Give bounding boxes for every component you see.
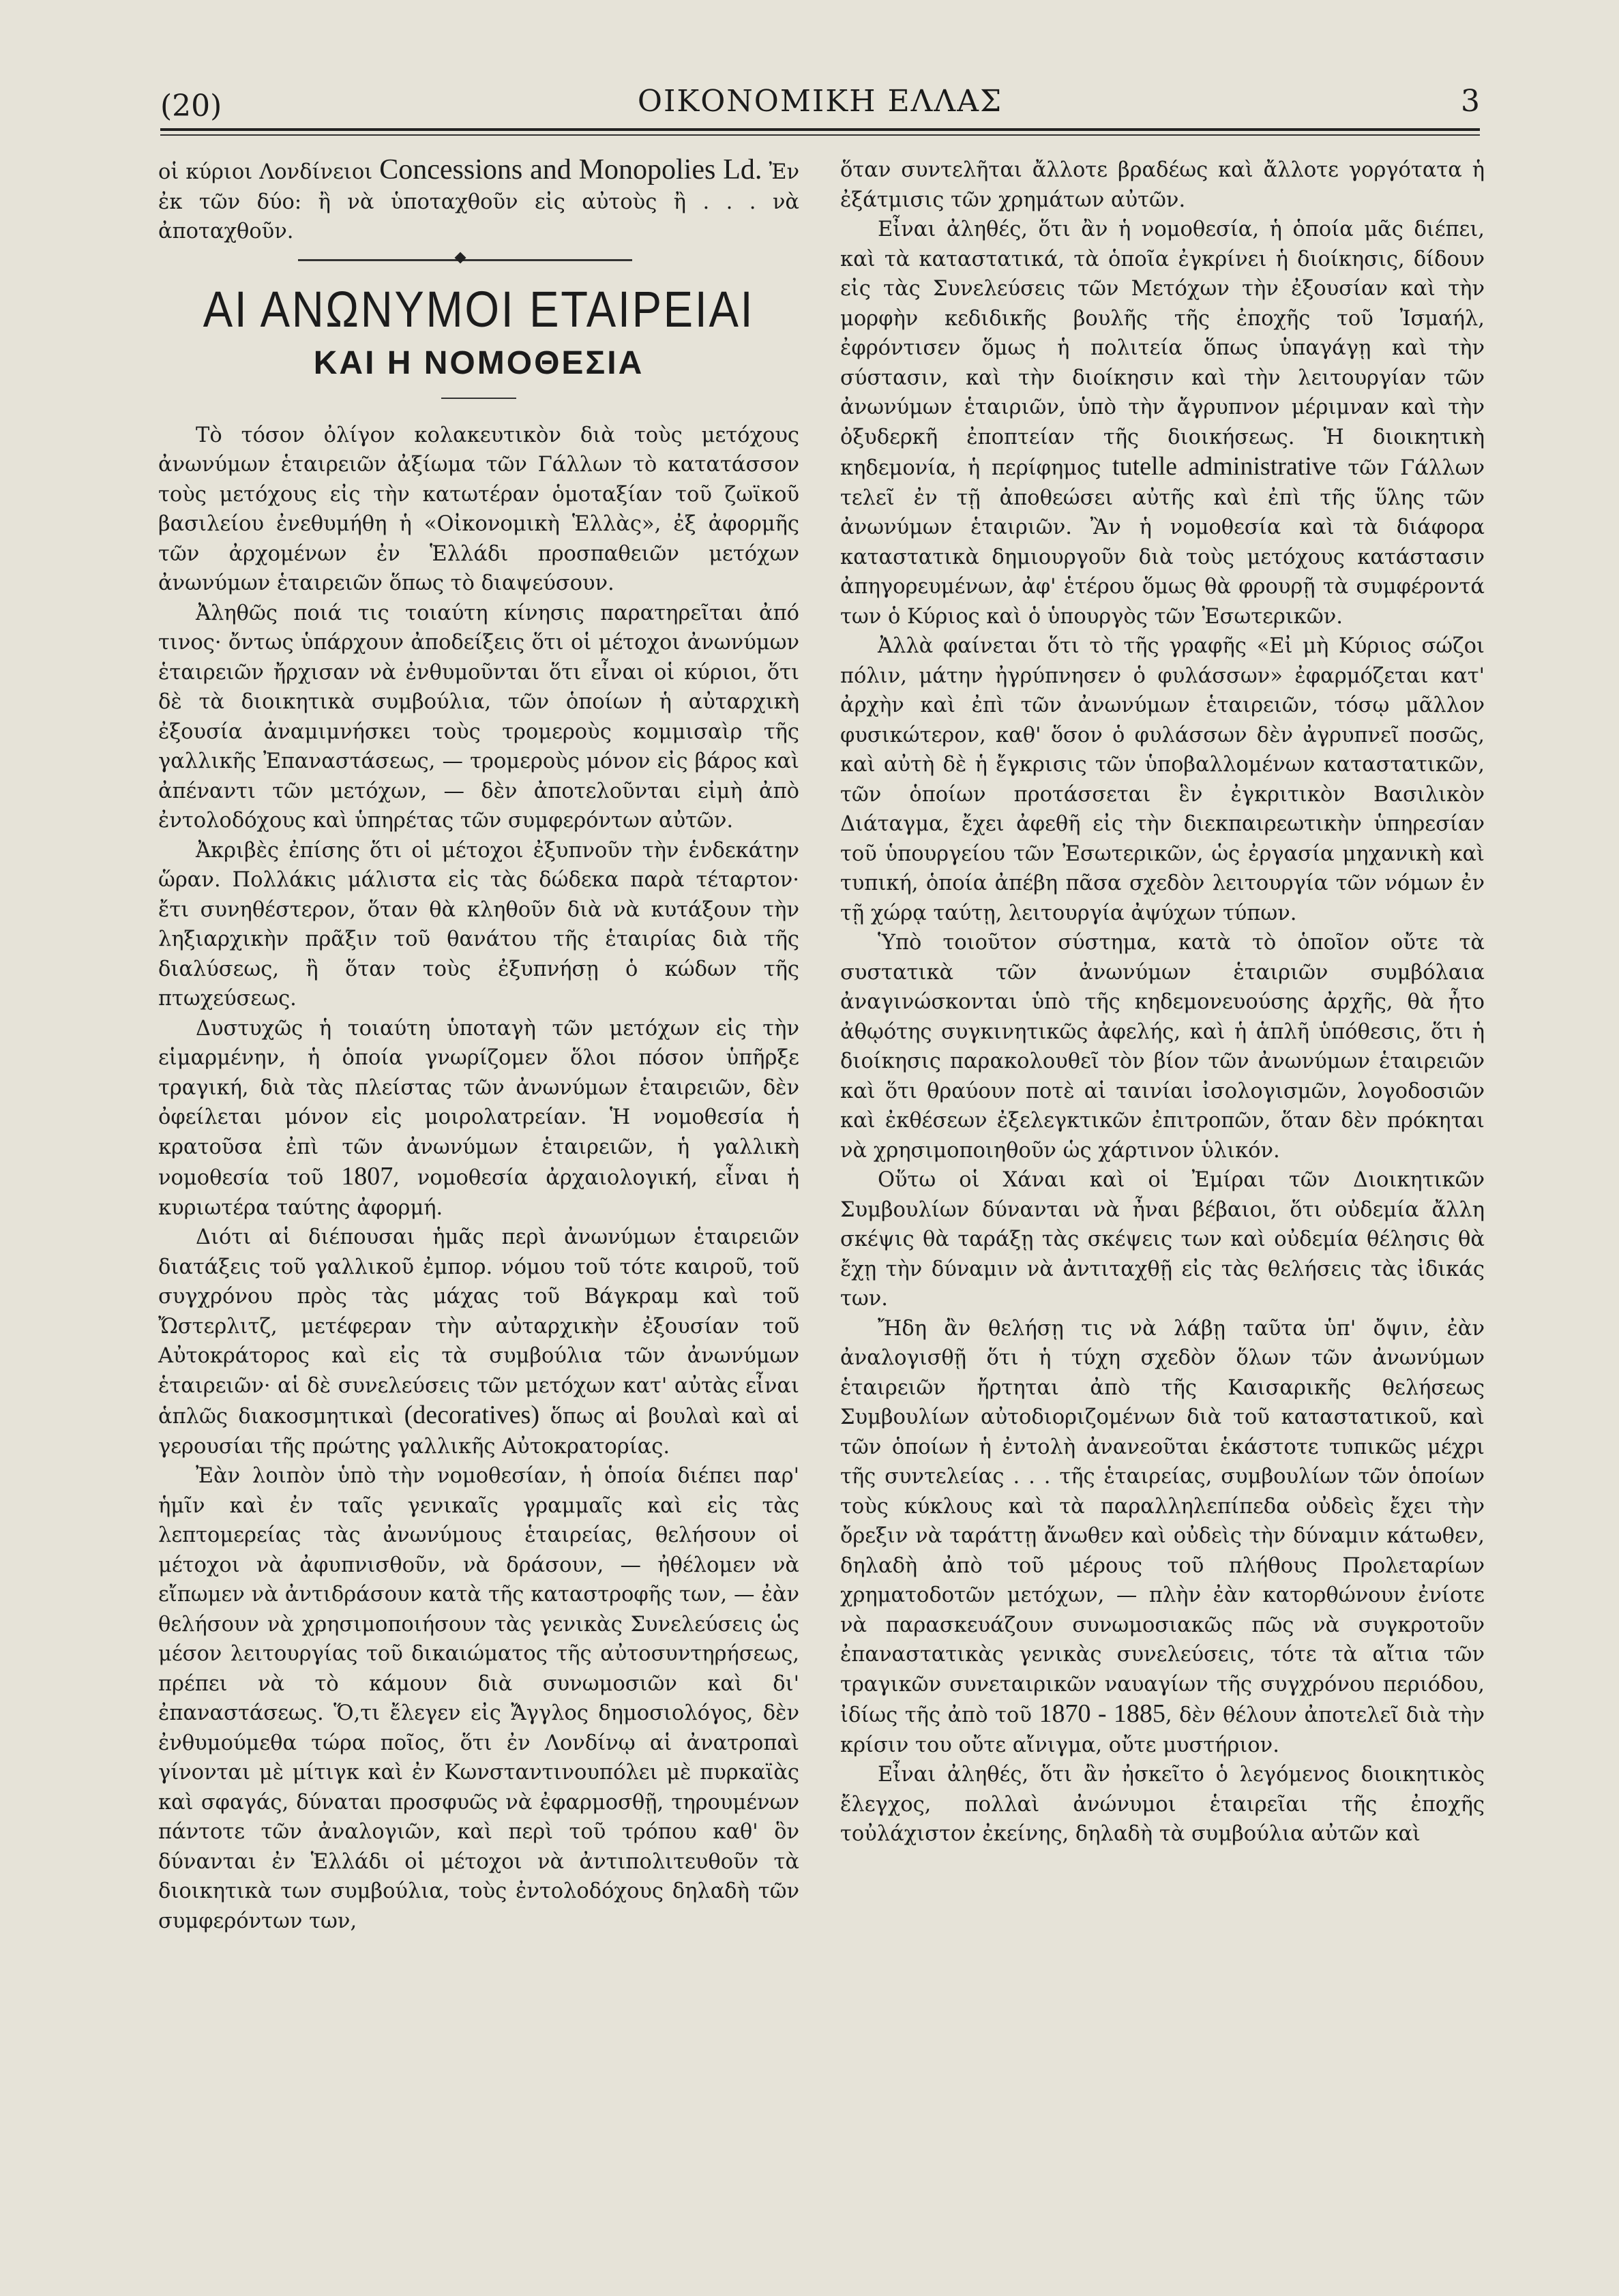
p4-text-a: Δυστυχῶς ἡ τοιαύτη ὑποταγὴ τῶν μετόχων εἰς τὴν εἱμαρμένην, ἡ ὁποία γνωρίζομεν ὅλοι πόσον ὑπῆρξε τραγική, διὰ τὰς πλείστας τῶν ἀνωνύμων ἑταιρειῶν, δὲν ὀφείλεται μόνον εἰς μοιρολατρείαν. Ἡ νομοθεσία ἡ κρατοῦσα ἐπὶ τῶν ἀνωνύμων ἑταιρειῶν, ἡ γαλλικὴ νομοθεσία τοῦ	[158, 1016, 799, 1190]
paragraph-r5: Οὕτω οἱ Χάναι καὶ οἱ Ἐμίραι τῶν Διοικητικῶν Συμβουλίων δύνανται νὰ ἦναι βέβαιοι, ὅτι οὐδεμία ἄλλη σκέψις θὰ ταράξῃ τὰς σκέψεις των καὶ οὐδεμία θέλησις θὰ ἔχῃ τὴν δύναμιν νὰ ἀντιταχθῇ εἰς τὰς θελήσεις τὰς ἰδικάς των.	[840, 1168, 1485, 1311]
header-rule-thin	[160, 134, 1480, 136]
section-divider	[298, 259, 632, 261]
paragraph-1: Τὸ τόσον ὀλίγον κολακευτικὸν διὰ τοὺς μετόχους ἀνωνύμων ἑταιρειῶν ἀξίωμα τῶν Γάλλων τὸ κατατάσσον τοὺς μετόχους εἰς τὴν κατωτέραν ὁμοταξίαν τοῦ ζωϊκοῦ βασιλείου ἐνεθυμήθη ἡ «Οἰκονομικὴ Ἑλλὰς», ἐξ ἀφορμῆς τῶν ἀρχομένων ἐν Ἑλλάδι προσπαθειῶν μετόχων ἀνωνύμων ἑταιρειῶν ὅπως τὸ διαψεύσουν.	[158, 423, 799, 595]
r6-text-b: , δὲν θέλουν ἀποτελεῖ διὰ τὴν κρίσιν του οὔτε αἴνιγμα, οὔτε μυστήριον.	[840, 1703, 1485, 1757]
intro-text-c: Ἐν ἐκ τῶν δύο: ἢ νὰ ὑποταχθοῦν εἰς αὐτοὺς ἢ . . . νὰ ἀποταχθοῦν.	[158, 160, 799, 243]
paragraph-5	[158, 1223, 799, 1461]
paragraph-3: Ἀκριβὲς ἐπίσης ὅτι οἱ μέτοχοι ἐξυπνοῦν τὴν ἑνδεκάτην ὥραν. Πολλάκις μάλιστα εἰς τὰς δώδεκα παρὰ τέταρτον· ἔτι συνηθέστερον, ὅταν θὰ κληθοῦν διὰ νὰ κυτάξουν τὴν ληξιαρχικὴν πρᾶξιν τοῦ θανάτου τῆς ἑταιρίας διὰ τῆς διαλύσεως, ἢ ὅταν τοὺς ἐξυπνήσῃ ὁ κώδων τῆς πτωχεύσεως.	[158, 838, 799, 1011]
paragraph-r3: Ἀλλὰ φαίνεται ὅτι τὸ τῆς γραφῆς «Εἰ μὴ Κύριος σώζοι πόλιν, μάτην ἠγρύπνησεν ὁ φυλάσσων» ἐφαρμόζεται κατ' ἀρχὴν καὶ ἐπὶ τῶν ἀνωνύμων ἑταιρειῶν, τόσῳ μᾶλλον φυσικώτερον, καθ' ὅσον ὁ φυλάσσων δὲν ἀγρυπνεῖ ποσῶς, καὶ αὐτὴ δὲ ἡ ἔγκρισις τῶν ὑποβαλλομένων καταστατικῶν, τῶν ὁποίων προτάσσεται ἓν ἐγκριτικὸν Βασιλικὸν Διάταγμα, ἔχει ἀφεθῆ εἰς τὴν διεκπαιρεωτικὴν ὑπηρεσίαν τοῦ ὑπουργείου τῶν Ἐσωτερικῶν, ὡς ἐργασία μηχανικὴ καὶ τυπική, ὁποία ἀπέβη πᾶσα σχεδὸν λειτουργία τῶν νόμων ἐν τῇ χώρᾳ ταύτῃ, λειτουργία ἀψύχων τύπων.	[840, 634, 1485, 925]
paragraph-r2	[840, 215, 1485, 631]
article-title: ΑΙ ΑΝΩΝΥΜΟΙ ΕΤΑΙΡΕΙΑΙ	[203, 280, 755, 338]
paragraph-2: Ἀληθῶς ποιά τις τοιαύτη κίνησις παρατηρεῖται ἀπό τινος· ὄντως ὑπάρχουν ἀποδείξεις ὅτι οἱ μέτοχοι ἀνωνύμων ἑταιρειῶν ἤρχισαν νὰ ἐνθυμοῦνται ὅτι εἶναι οἱ κύριοι, ὅτι δὲ τὰ διοικητικὰ συμβούλια, τῶν ὁποίων ἡ αὐταρχικὴ ἐξουσία ἀναμιμνήσκει τοὺς τρομεροὺς κομμισαὶρ τῆς γαλλικῆς Ἐπαναστάσεως, — τρομεροὺς μόνον εἰς βάρος καὶ ἀπέναντι τῶν μετόχων, — δὲν ἀποτελοῦνται εἰμὴ ἀπὸ ἐντολοδόχους καὶ ὑπηρέτας τῶν συμφερόντων αὐτῶν.	[158, 601, 799, 833]
intro-text-a: οἱ κύριοι Λονδίνειοι	[158, 160, 373, 184]
right-column	[840, 155, 1485, 1849]
paragraph-r7: Εἶναι ἀληθές, ὅτι ἂν ἠσκεῖτο ὁ λεγόμενος διοικητικὸς ἔλεγχος, πολλαὶ ἀνώνυμοι ἑταιρεῖαι τῆς ἐποχῆς τοὐλάχιστον ἐκείνης, δηλαδὴ τὰ συμβούλια αὐτῶν καὶ	[840, 1763, 1485, 1846]
r6-years: 1870 - 1885	[1039, 1699, 1165, 1728]
p5-text-a: Διότι αἱ διέπουσαι ἡμᾶς περὶ ἀνωνύμων ἑταιρειῶν διατάξεις τοῦ γαλλικοῦ ἐμπορ. νόμου τοῦ τότε καιροῦ, τοῦ συγχρόνου πρὸς τὰς μάχας τοῦ Βάγκραμ καὶ τοῦ Ὤστερλιτζ, μετέφεραν τὴν αὐταρχικὴν ἐξουσίαν τοῦ Αὐτοκράτορος καὶ εἰς τὰ συμβούλια τῶν ἀνωνύμων ἑταιρειῶν· αἱ δὲ συνελεύσεις τῶν μετόχων κατ' αὐτὰς εἶναι ἁπλῶς διακοσμητικαὶ	[158, 1225, 799, 1429]
page-header	[160, 80, 1480, 128]
p4-text-b: , νομοθεσία ἀρχαιολογική, εἶναι ἡ κυριωτέρα ταύτης ἀφορμή.	[158, 1166, 799, 1220]
left-column	[158, 155, 799, 1936]
paragraph-4	[158, 1014, 799, 1223]
article-subtitle: ΚΑΙ Η ΝΟΜΟΘΕΣΙΑ	[313, 344, 644, 381]
paragraph-r4: Ὑπὸ τοιοῦτον σύστημα, κατὰ τὸ ὁποῖον οὔτε τὰ συστατικὰ τῶν ἀνωνύμων ἑταιριῶν συμβόλαια ἀναγινώσκονται ὑπὸ τῆς κηδεμονευούσης ἀρχῆς, θὰ ἦτο ἀθῳότης συγκινητικῶς ἀφελής, καὶ ἡ ἁπλῆ ὑπόθεσις, ὅτι ἡ διοίκησις παρακολουθεῖ τὸν βίον τῶν ἀνωνύμων ἑταιρειῶν καὶ ὅτι θραύουν ποτὲ αἱ ταινίαι ἰσολογισμῶν, λογοδοσιῶν καὶ ἐκθέσεων ἐξελεγκτικῶν ἐπιτροπῶν, ὅταν δὲν πρόκηται νὰ χρησιμοποιηθοῦν ὡς χάρτινον ὑλικόν.	[840, 931, 1485, 1163]
paragraph-6: Ἐὰν λοιπὸν ὑπὸ τὴν νομοθεσίαν, ἡ ὁποία διέπει παρ' ἡμῖν καὶ ἐν ταῖς γενικαῖς γραμμαῖς καὶ εἰς τὰς λεπτομερείας τὰς ἀνωνύμους ἑταιρείας, θελήσουν οἱ μέτοχοι νὰ ἀφυπνισθοῦν, νὰ δράσουν, — ἠθέλομεν νὰ εἴπωμεν νὰ ἀντιδράσουν κατὰ τῆς καταστροφῆς των, — ἐὰν θελήσουν νὰ χρησιμοποιήσουν τὰς γενικὰς Συνελεύσεις ὡς μέσον λειτουργίας τοῦ δικαιώματος τῆς αὐτοσυντηρήσεως, πρέπει νὰ τὸ κάμουν διὰ συνωμοσιῶν καὶ δι' ἐπαναστάσεως. Ὅ,τι ἔλεγεν εἰς Ἄγγλος δημοσιολόγος, δὲν ἐνθυμούμεθα τώρα ποῖος, ὅτι ἐν Λονδίνῳ αἱ ἀνατροπαὶ γίνονται μὲ μίτιγκ καὶ ἐν Κωνσταντινουπόλει μὲ πυρκαϊὰς καὶ σφαγάς, δύναται προσφυῶς νὰ ἐφαρμοσθῇ, τηρουμένων πάντοτε τῶν ἀναλογιῶν, καὶ περὶ τοῦ τρόπου καθ' ὃν δύνανται ἐν Ἑλλάδι οἱ μέτοχοι νὰ ἀντιπολιτευθοῦν τὰ διοικητικὰ των συμβούλια, τοὺς ἐντολοδόχους δηλαδὴ τῶν συμφερόντων των,	[158, 1464, 799, 1933]
paragraph-r6	[840, 1314, 1485, 1761]
r2-latin: tutelle administrative	[1112, 452, 1337, 481]
paragraph-r1: ὅταν συντελῆται ἄλλοτε βραδέως καὶ ἄλλοτε γοργότατα ἡ ἐξάτμισις τῶν χρημάτων αὐτῶν.	[840, 158, 1485, 212]
p4-year: 1807	[341, 1162, 393, 1191]
publication-title: ΟΙΚΟΝΟΜΙΚΗ ΕΛΛΑΣ	[637, 84, 1003, 119]
r2-text-a: Εἶναι ἀληθές, ὅτι ἂν ἡ νομοθεσία, ἡ ὁποία μᾶς διέπει, καὶ τὰ καταστατικά, τὰ ὁποῖα ἐγκρίνει ἡ διοίκησις, δίδουν εἰς τὰς Συνελεύσεις τῶν Μετόχων τὴν ἐξουσίαν καὶ τὴν μορφὴν κεδιδικῆς βουλῆς τῆς ἐποχῆς τοῦ Ἰσμαήλ, ἐφρόντισεν ὅμως ἡ πολιτεία ὅπως ὑπαγάγῃ καὶ τὴν σύστασιν, καὶ τὴν διοίκησιν καὶ τὴν λειτουργίαν τῶν ἀνωνύμων ἑταιριῶν, ὑπὸ τὴν ἄγρυπνον μέριμναν καὶ τὴν ὀξυδερκῆ ἐποπτείαν τῆς διοικήσεως. Ἡ διοικητικὴ κηδεμονία, ἡ περίφημος	[840, 218, 1485, 480]
r2-text-b: τῶν Γάλλων τελεῖ ἐν τῇ ἀποθεώσει αὐτῆς καὶ ἐπὶ τῆς ὕλης τῶν ἀνωνύμων ἑταιριῶν. Ἂν ἡ νομοθεσία καὶ τὰ διάφορα καταστατικὰ δημιουργοῦν διὰ τοὺς μετόχους κατάστασιν ἀπηγορευμένων, ἀφ' ἑτέρου ὅμως θὰ φρουρῇ τὰ συμφέροντά των ὁ Κύριος καὶ ὁ ὑπουργὸς τῶν Ἐσωτερικῶν.	[840, 456, 1485, 629]
intro-latin: Concessions and Monopolies Ld.	[379, 154, 762, 185]
p5-text-b: ὅπως αἱ βουλαὶ καὶ αἱ γερουσίαι τῆς πρώτης γαλλικῆς Αὐτοκρατορίας.	[158, 1405, 799, 1459]
header-rule-thick	[160, 128, 1480, 131]
page-number-left: (20)	[160, 89, 222, 123]
r6-text-a: Ἤδη ἂν θελήσῃ τις νὰ λάβῃ ταῦτα ὑπ' ὄψιν, ἐὰν ἀναλογισθῇ ὅτι ἡ τύχη σχεδὸν ὅλων τῶν ἀνωνύμων ἑταιρειῶν ἤρτηται ἀπὸ τῆς Καισαρικῆς θελήσεως Συμβουλίων αὐτοδιοριζομένων διὰ τοῦ καταστατικοῦ, καὶ τῶν ὁποίων ἡ ἐντολὴ ἀνανεοῦται ἑκάστοτε τυπικῶς μέχρι τῆς συντελείας . . . τῆς ἑταιρείας, συμβουλίων τῶν ὁποίων τοὺς κύκλους καὶ τὰ παραλληλεπίπεδα οὐδεὶς ἔχει τὴν ὄρεξιν νὰ ταράττῃ ἄνωθεν καὶ οὐδεὶς τὴν δύναμιν κάτωθεν, δηλαδὴ ἀπὸ τοῦ μέρους τοῦ πλήθους Προλεταρίων χρηματοδοτῶν μετόχων, — πλὴν ἐὰν κατορθώνουν ἐνίοτε νὰ παρασκευάζουν συνωμοσιακῶς πῶς νὰ συγκροτοῦν ἐπαναστατικὰς γενικὰς συνελεύσεις, τότε τὰ αἴτια τῶν τραγικῶν συνεταιρικῶν ναυαγίων τῆς συγχρόνου περιόδου, ἰδίως τῆς ἀπὸ τοῦ	[840, 1316, 1485, 1727]
page-number-right: 3	[1461, 84, 1480, 119]
divider-ornament	[455, 252, 466, 263]
p5-latin: (decoratives)	[404, 1401, 539, 1429]
title-rule	[441, 398, 516, 399]
intro-paragraph	[158, 155, 799, 247]
